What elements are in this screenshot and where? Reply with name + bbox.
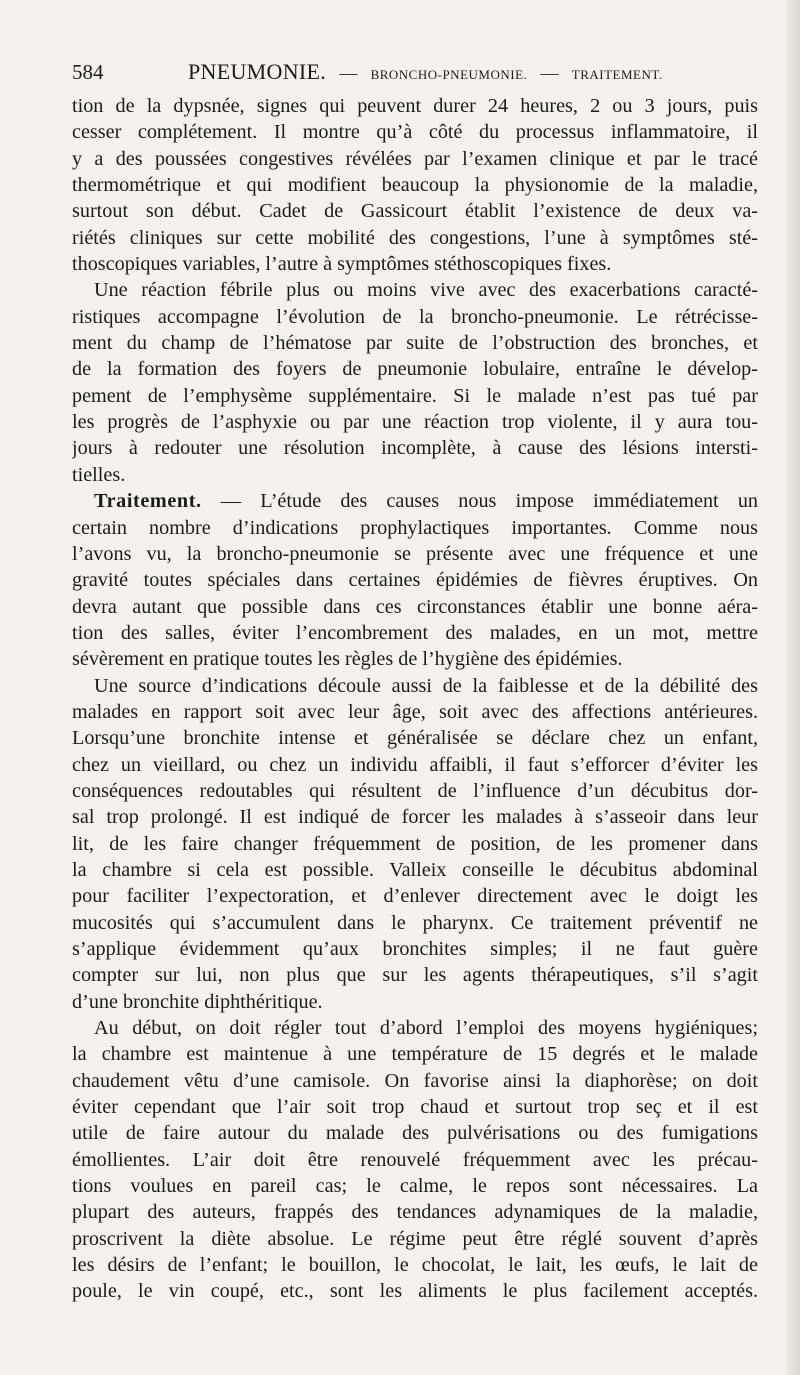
text-line: poule, le vin coupé, etc., sont les aliments le plus facilement acceptés. (72, 1280, 758, 1303)
text-line: ment du champ de l’hématose par suite de l’obstruction des bronches, et (72, 332, 758, 355)
text-line: les désirs de l’enfant; le bouillon, le chocolat, le lait, les œufs, le lait de (72, 1254, 758, 1277)
text-fragment: — L’étude des causes nous impose immédiatement un (220, 490, 758, 513)
text-line: mucosités qui s’accumulent dans le pharynx. Ce traitement préventif ne (72, 911, 758, 934)
text-line: l’avons vu, la broncho-pneumonie se présente avec une fréquence et une (72, 542, 758, 565)
text-line: la chambre si cela est possible. Valleix conseille le décubitus abdominal (72, 858, 758, 881)
text-line: la chambre est maintenue à une température de 15 degrés et le malade (72, 1043, 758, 1066)
text-line: Une source d’indications découle aussi de la faiblesse et de la débilité des (94, 674, 758, 697)
running-header (72, 58, 748, 86)
header-dash: — (540, 63, 559, 83)
text-line: lit, de les faire changer fréquemment de position, de les promener dans (72, 832, 758, 855)
text-line-with-heading (72, 488, 758, 514)
text-line: pement de l’emphysème supplémentaire. Si le malade n’est pas tué par (72, 384, 758, 407)
text-line: ristiques accompagne l’évolution de la broncho-pneumonie. Le rétrécisse- (72, 305, 758, 328)
text-line: chez un vieillard, ou chez un individu affaibli, il faut s’efforcer d’éviter les (72, 753, 758, 776)
text-line: cesser complétement. Il montre qu’à côté du processus inflammatoire, il (72, 121, 758, 144)
header-dash: — (339, 63, 358, 83)
page-edge-shadow (786, 0, 800, 1375)
text-line: devra autant que possible dans ces circonstances établir une bonne aéra- (72, 595, 758, 618)
text-line: Au début, on doit régler tout d’abord l’emploi des moyens hygiéniques; (94, 1017, 758, 1040)
text-line: proscrivent la diète absolue. Le régime peut être réglé souvent d’après (72, 1227, 758, 1250)
text-line: de la formation des foyers de pneumonie lobulaire, entraîne le dévelop- (72, 358, 758, 381)
text-line: gravité toutes spéciales dans certaines épidémies de fièvres éruptives. On (72, 569, 758, 592)
text-line: s’applique évidemment qu’aux bronchites simples; il ne faut guère (72, 938, 758, 960)
text-line: surtout son début. Cadet de Gassicourt établit l’existence de deux va- (72, 200, 758, 223)
text-line: compter sur lui, non plus que sur les agents thérapeutiques, s’il s’agit (72, 964, 758, 987)
text-line: d’une bronchite diphthéritique. (72, 990, 323, 1013)
text-line: thermométrique et qui modifient beaucoup la physionomie de la maladie, (72, 174, 758, 197)
text-line: Une réaction fébrile plus ou moins vive avec des exacerbations caracté- (94, 279, 758, 302)
text-line: émollientes. L’air doit être renouvelé fréquemment avec les précau- (72, 1148, 758, 1171)
text-line: sal trop prolongé. Il est indiqué de forcer les malades à s’asseoir dans leur (72, 806, 758, 829)
text-line: malades en rapport soit avec leur âge, soit avec des affections antérieures. (72, 700, 758, 723)
header-subtitle-traitement: TRAITEMENT. (571, 67, 663, 82)
text-line: tion des salles, éviter l’encombrement des malades, en un mot, mettre (72, 621, 758, 644)
text-line: tielles. (72, 463, 126, 486)
text-line: les progrès de l’asphyxie ou par une réaction trop violente, il y aura tou- (72, 411, 758, 434)
text-line: utile de faire autour du malade des pulvérisations ou des fumigations (72, 1122, 758, 1145)
text-line: pour faciliter l’expectoration, et d’enlever directement avec le doigt les (72, 885, 758, 908)
page-number: 584 (72, 60, 104, 84)
text-line: y a des poussées congestives révélées par l’examen clinique et par le tracé (72, 147, 758, 170)
text-line: Lorsqu’une bronchite intense et généralisée se déclare chez un enfant, (72, 727, 758, 750)
text-line: chaudement vêtu d’une camisole. On favorise ainsi la diaphorèse; on doit (72, 1069, 758, 1092)
running-title (188, 58, 663, 89)
text-line: tions voulues en pareil cas; le calme, le repos sont nécessaires. La (72, 1175, 758, 1198)
text-line: tion de la dypsnée, signes qui peuvent durer 24 heures, 2 ou 3 jours, puis (72, 95, 758, 117)
header-subtitle-broncho: BRONCHO-PNEUMONIE. (370, 67, 528, 82)
header-title: PNEUMONIE. (188, 59, 327, 84)
text-line: certain nombre d’indications prophylactiques importantes. Comme nous (72, 516, 758, 539)
section-heading: Traitement. (94, 490, 202, 513)
text-line: éviter cependant que l’air soit trop chaud et surtout trop seç et il est (72, 1096, 758, 1119)
text-line: plupart des auteurs, frappés des tendances adynamiques de la maladie, (72, 1201, 758, 1224)
text-line: conséquences redoutables qui résultent de l’influence d’un décubitus dor- (72, 779, 758, 802)
text-line: thoscopiques variables, l’autre à symptômes stéthoscopiques fixes. (72, 253, 612, 276)
text-line: sévèrement en pratique toutes les règles de l’hygiène des épidémies. (72, 648, 623, 671)
text-line: jours à redouter une résolution incomplète, à cause des lésions intersti- (72, 437, 758, 460)
body-text (72, 93, 758, 1305)
text-line: riétés cliniques sur cette mobilité des congestions, l’une à symptômes sté- (72, 226, 758, 249)
